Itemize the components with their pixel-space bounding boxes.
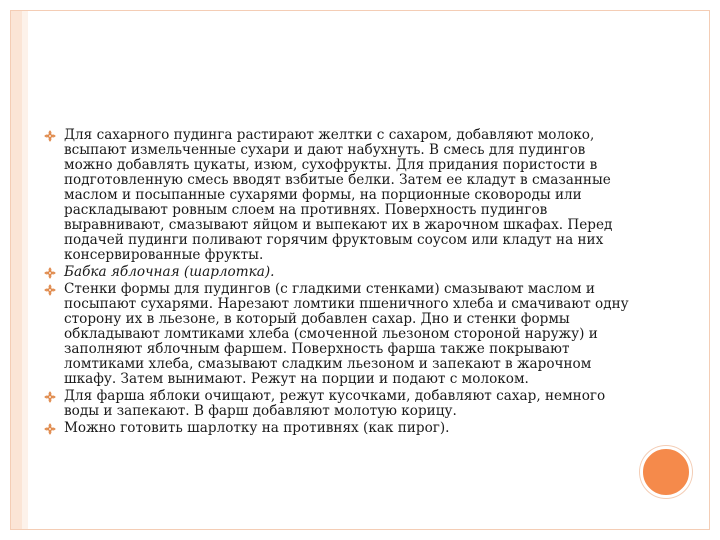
bullet-text: Бабка яблочная (шарлотка).: [64, 264, 275, 280]
orange-circle-decoration: [640, 446, 692, 498]
flower-bullet-icon: [44, 128, 64, 143]
bullet-item-2: [44, 265, 634, 280]
flower-bullet-icon: [44, 282, 64, 297]
bullet-text: Для фарша яблоки очищают, режут кусочками, добавляют сахар, немного воды и запекают. В фарш добавляют молотую корицу.: [64, 388, 606, 419]
flower-bullet-icon: [44, 265, 64, 280]
slide-content: [44, 128, 634, 438]
bullet-item-1: [44, 128, 634, 263]
bullet-text: Стенки формы для пудингов (с гладкими стенками) смазывают маслом и посыпают сухарями. Нарезают ломтики пшеничного хлеба и смачивают одну сторону их в льезоне, в который добавлен сахар. Дно и стенки формы обкладывают ломтиками хлеба (смоченной льезоном стороной наружу) и заполняют яблочным фаршем. Поверхность фарша также покрывают ломтиками хлеба, смазывают сладким льезоном и запекают в жарочном шкафу. Затем вынимают. Режут на порции и подают с молоком.: [64, 281, 629, 387]
bullet-item-4: [44, 389, 634, 419]
bullet-text: Можно готовить шарлотку на противнях (как пирог).: [64, 420, 450, 436]
bullet-text: Для сахарного пудинга растирают желтки с сахаром, добавляют молоко, всыпают измельченные сухари и дают набухнуть. В смесь для пудингов можно добавлять цукаты, изюм, сухофрукты. Для придания пористости в подготовленную смесь вводят взбитые белки. Затем ее кладут в смазанные маслом и посыпанные сухарями формы, на порционные сковороды или раскладывают ровным слоем на противнях. Поверхность пудингов выравнивают, смазывают яйцом и выпекают их в жарочном шкафах. Перед подачей пудинги поливают горячим фруктовым соусом или кладут на них консервированные фрукты.: [64, 127, 613, 263]
bullet-item-5: [44, 421, 634, 436]
flower-bullet-icon: [44, 389, 64, 404]
flower-bullet-icon: [44, 421, 64, 436]
bullet-item-3: [44, 282, 634, 387]
